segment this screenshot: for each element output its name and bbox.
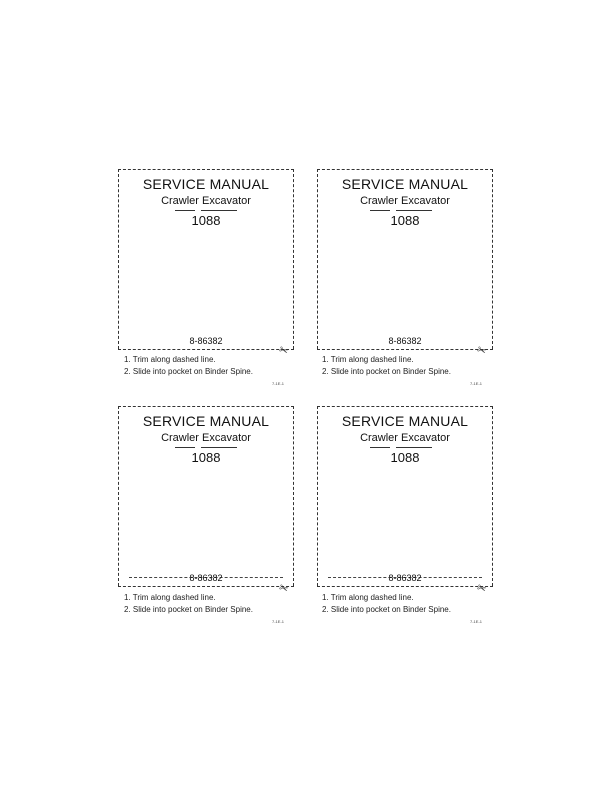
part-number: 8-86382 [388, 573, 422, 583]
underline-rule [370, 447, 390, 448]
instruction-step-1: 1. Trim along dashed line. [322, 593, 414, 602]
trim-line [317, 586, 493, 587]
machine-type: Crawler Excavator [161, 432, 251, 444]
underline-rule [175, 447, 195, 448]
part-number: 8-86382 [189, 336, 223, 346]
trim-line [118, 586, 294, 587]
part-number: 8-86382 [388, 336, 422, 346]
model-number: 1088 [390, 213, 420, 228]
underline-rule [201, 447, 237, 448]
manual-title: SERVICE MANUAL [341, 176, 469, 192]
machine-type: Crawler Excavator [161, 195, 251, 207]
spine-label-card-2 [317, 169, 493, 349]
instruction-step-2: 2. Slide into pocket on Binder Spine. [124, 367, 253, 376]
spine-label-card-1 [118, 169, 294, 349]
machine-type: Crawler Excavator [360, 432, 450, 444]
manual-title: SERVICE MANUAL [341, 413, 469, 429]
underline-rule [396, 447, 432, 448]
underline-rule [370, 210, 390, 211]
scissors-icon: ✂ [475, 343, 488, 359]
trim-instructions [322, 354, 502, 378]
part-number: 8-86382 [189, 573, 223, 583]
trim-instructions [322, 592, 502, 616]
form-code: 7-1E-1 [272, 381, 285, 386]
spine-label-card-4 [317, 406, 493, 586]
instruction-step-2: 2. Slide into pocket on Binder Spine. [322, 605, 451, 614]
instruction-step-1: 1. Trim along dashed line. [124, 355, 216, 364]
trim-instructions [124, 592, 304, 616]
instruction-step-2: 2. Slide into pocket on Binder Spine. [124, 605, 253, 614]
underline-rule [396, 210, 432, 211]
scissors-icon: ✂ [475, 581, 488, 597]
underline-rule [175, 210, 195, 211]
trim-line [317, 349, 493, 350]
form-code: 7-1E-1 [272, 619, 285, 624]
form-code: 7-1E-1 [470, 619, 483, 624]
trim-line [118, 349, 294, 350]
scissors-icon: ✂ [277, 581, 290, 597]
underline-rule [201, 210, 237, 211]
instruction-step-1: 1. Trim along dashed line. [322, 355, 414, 364]
machine-type: Crawler Excavator [360, 195, 450, 207]
model-number: 1088 [390, 450, 420, 465]
scissors-icon: ✂ [277, 343, 290, 359]
trim-instructions [124, 354, 304, 378]
model-number: 1088 [191, 213, 221, 228]
manual-title: SERVICE MANUAL [142, 413, 270, 429]
instruction-step-1: 1. Trim along dashed line. [124, 593, 216, 602]
model-number: 1088 [191, 450, 221, 465]
spine-label-card-3 [118, 406, 294, 586]
instruction-step-2: 2. Slide into pocket on Binder Spine. [322, 367, 451, 376]
form-code: 7-1E-1 [470, 381, 483, 386]
manual-title: SERVICE MANUAL [142, 176, 270, 192]
